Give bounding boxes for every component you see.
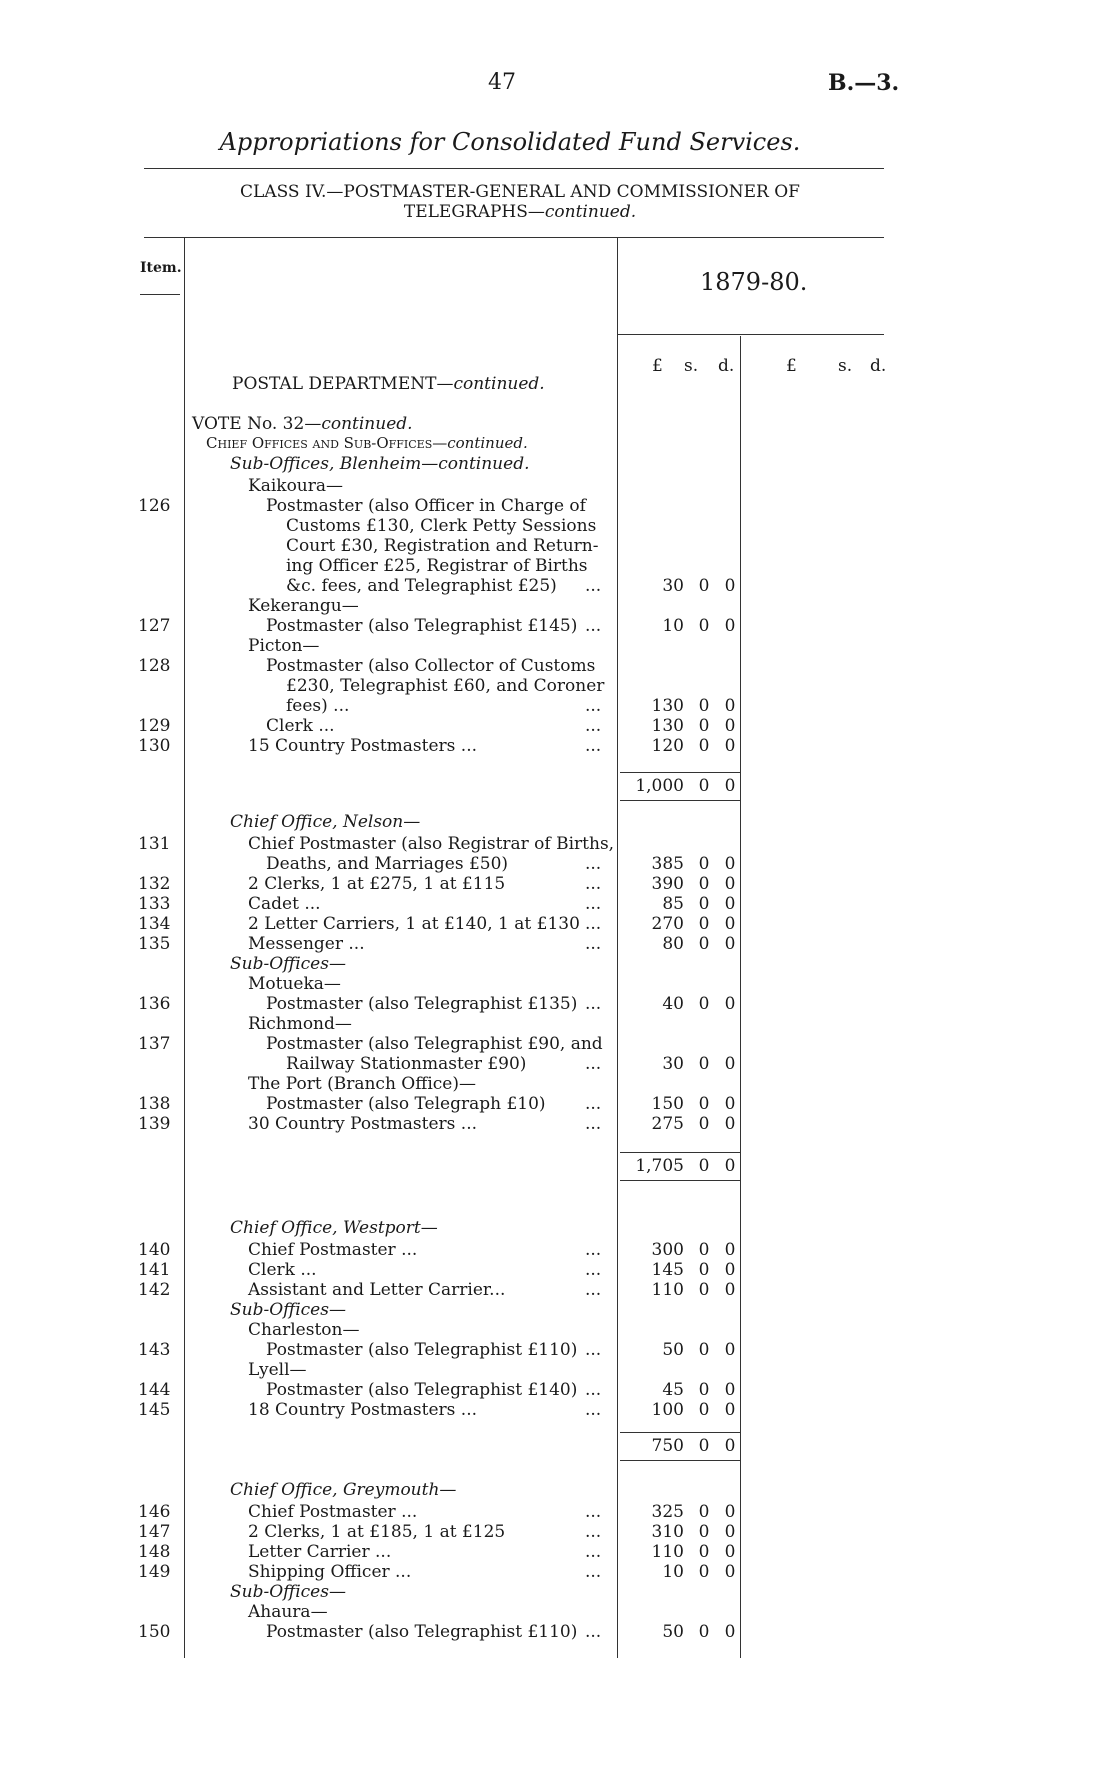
class-heading-cont: continued. xyxy=(544,202,637,222)
leader-dots: ... xyxy=(585,914,602,934)
item-number: 150 xyxy=(138,1622,171,1642)
item-number: 134 xyxy=(138,914,171,934)
amount-shillings: 0 xyxy=(698,1502,710,1522)
vote-main: VOTE No. 32— xyxy=(192,414,322,434)
leader-dots: ... xyxy=(585,1542,602,1562)
amount-pounds: 80 xyxy=(662,934,684,954)
table-row xyxy=(0,1340,1114,1360)
item-number: 143 xyxy=(138,1340,171,1360)
table-row xyxy=(0,1602,1114,1622)
item-description: Railway Stationmaster £90) xyxy=(286,1054,527,1074)
item-description: Ahaura— xyxy=(248,1602,328,1622)
item-description: fees) ... xyxy=(286,696,350,716)
table-row xyxy=(0,1300,1114,1320)
amount-shillings: 0 xyxy=(698,576,710,596)
amount-shillings: 0 xyxy=(698,1240,710,1260)
amount-pence: 0 xyxy=(724,1502,736,1522)
table-row xyxy=(0,1114,1114,1134)
amount-shillings: 0 xyxy=(698,854,710,874)
subtotal-shillings: 0 xyxy=(698,1156,710,1176)
item-number: 133 xyxy=(138,894,171,914)
amount-pounds: 150 xyxy=(651,1094,684,1114)
table-row xyxy=(0,874,1114,894)
amount-pence: 0 xyxy=(724,1240,736,1260)
amount-pence: 0 xyxy=(724,1562,736,1582)
item-description: Richmond— xyxy=(248,1014,352,1034)
section-cont: continued. xyxy=(453,374,545,394)
table-row xyxy=(0,516,1114,536)
table-row xyxy=(0,596,1114,616)
amount-shillings: 0 xyxy=(698,1260,710,1280)
class-heading-line1: CLASS IV.—POSTMASTER-GENERAL AND COMMISSIONER OF xyxy=(240,182,800,202)
leader-dots: ... xyxy=(585,1094,602,1114)
table-row xyxy=(0,1360,1114,1380)
item-description: Chief Postmaster (also Registrar of Births, xyxy=(248,834,615,854)
amount-shillings: 0 xyxy=(698,894,710,914)
amount-pounds: 385 xyxy=(651,854,684,874)
table-top-rule xyxy=(144,237,884,238)
leader-dots: ... xyxy=(585,696,602,716)
chief-offices-main: Chief Offices and Sub-Offices— xyxy=(206,434,448,452)
class-heading-line2 xyxy=(120,202,920,222)
amount-pounds: 110 xyxy=(651,1542,684,1562)
table-row xyxy=(0,1380,1114,1400)
subtotal-row xyxy=(0,1156,1114,1176)
item-description: Sub-Offices— xyxy=(230,1582,346,1602)
item-description: ing Officer £25, Registrar of Births xyxy=(286,556,588,576)
amount-pounds: 50 xyxy=(662,1622,684,1642)
table-row xyxy=(0,1582,1114,1602)
item-number: 145 xyxy=(138,1400,171,1420)
amount-pence: 0 xyxy=(724,1622,736,1642)
table-row xyxy=(0,834,1114,854)
item-number: 141 xyxy=(138,1260,171,1280)
chief-offices-heading xyxy=(206,434,528,452)
vote-cont: continued. xyxy=(321,414,413,434)
table-row xyxy=(0,1502,1114,1522)
item-description: 18 Country Postmasters ... xyxy=(248,1400,478,1420)
item-description: Letter Carrier ... xyxy=(248,1542,392,1562)
table-row xyxy=(0,854,1114,874)
amount-pounds: 145 xyxy=(651,1260,684,1280)
amount-pounds: 270 xyxy=(651,914,684,934)
subtotal-row xyxy=(0,1436,1114,1456)
table-row xyxy=(0,994,1114,1014)
table-row xyxy=(0,616,1114,636)
leader-dots: ... xyxy=(585,1280,602,1300)
table-row xyxy=(0,1562,1114,1582)
amount-pence: 0 xyxy=(724,696,736,716)
table-row xyxy=(0,636,1114,656)
table-row xyxy=(0,656,1114,676)
item-description: Kekerangu— xyxy=(248,596,359,616)
leader-dots: ... xyxy=(585,576,602,596)
amount-pence: 0 xyxy=(724,1380,736,1400)
year-header-rule xyxy=(617,334,884,335)
item-description: 2 Clerks, 1 at £275, 1 at £115 xyxy=(248,874,506,894)
amount-pounds: 50 xyxy=(662,1340,684,1360)
shilling-header: s. xyxy=(684,356,699,376)
leader-dots: ... xyxy=(585,854,602,874)
item-description: &c. fees, and Telegraphist £25) xyxy=(286,576,557,596)
table-row xyxy=(0,496,1114,516)
class-heading xyxy=(120,182,920,222)
table-row xyxy=(0,1094,1114,1114)
pound2-header: £ xyxy=(786,356,797,376)
item-description: Chief Postmaster ... xyxy=(248,1502,418,1522)
amount-pence: 0 xyxy=(724,994,736,1014)
table-row xyxy=(0,1260,1114,1280)
leader-dots: ... xyxy=(585,1054,602,1074)
amount-pence: 0 xyxy=(724,576,736,596)
item-description: £230, Telegraphist £60, and Coroner xyxy=(286,676,605,696)
amount-shillings: 0 xyxy=(698,1522,710,1542)
pence2-header: d. xyxy=(870,356,887,376)
item-description: Postmaster (also Officer in Charge of xyxy=(266,496,586,516)
item-description: Postmaster (also Telegraphist £145) xyxy=(266,616,578,636)
table-row xyxy=(0,954,1114,974)
page-number: 47 xyxy=(488,70,516,95)
item-number: 144 xyxy=(138,1380,171,1400)
item-description: Postmaster (also Telegraphist £140) xyxy=(266,1380,578,1400)
amount-pounds: 130 xyxy=(651,716,684,736)
item-description: 15 Country Postmasters ... xyxy=(248,736,478,756)
item-description: Lyell— xyxy=(248,1360,307,1380)
subtotal-rule-bottom xyxy=(620,1460,740,1461)
subtotal-rule xyxy=(620,1432,740,1433)
table-row xyxy=(0,934,1114,954)
item-description: Sub-Offices— xyxy=(230,954,346,974)
leader-dots: ... xyxy=(585,1114,602,1134)
leader-dots: ... xyxy=(585,1622,602,1642)
item-number: 127 xyxy=(138,616,171,636)
leader-dots: ... xyxy=(585,1400,602,1420)
amount-shillings: 0 xyxy=(698,1094,710,1114)
item-description: 2 Letter Carriers, 1 at £140, 1 at £130 xyxy=(248,914,580,934)
amount-pence: 0 xyxy=(724,1094,736,1114)
amount-pence: 0 xyxy=(724,1260,736,1280)
amount-pounds: 30 xyxy=(662,576,684,596)
amount-shillings: 0 xyxy=(698,1380,710,1400)
amount-shillings: 0 xyxy=(698,616,710,636)
vote-heading xyxy=(192,414,413,434)
amount-pounds: 325 xyxy=(651,1502,684,1522)
amount-pence: 0 xyxy=(724,1280,736,1300)
item-description: Chief Postmaster ... xyxy=(248,1240,418,1260)
amount-pounds: 275 xyxy=(651,1114,684,1134)
year-header: 1879-80. xyxy=(700,268,808,296)
table-row xyxy=(0,1240,1114,1260)
chief-offices-cont: continued. xyxy=(447,434,528,452)
item-number: 142 xyxy=(138,1280,171,1300)
item-description: Postmaster (also Telegraphist £110) xyxy=(266,1622,578,1642)
table-row xyxy=(0,676,1114,696)
table-row xyxy=(0,1054,1114,1074)
item-number: 138 xyxy=(138,1094,171,1114)
leader-dots: ... xyxy=(585,616,602,636)
subtotal-rule xyxy=(620,1152,740,1153)
leader-dots: ... xyxy=(585,736,602,756)
leader-dots: ... xyxy=(585,874,602,894)
item-description: 30 Country Postmasters ... xyxy=(248,1114,478,1134)
document-reference: B.—3. xyxy=(828,70,900,96)
westport-heading: Chief Office, Westport— xyxy=(230,1218,438,1238)
amount-pence: 0 xyxy=(724,1114,736,1134)
leader-dots: ... xyxy=(585,1260,602,1280)
amount-pounds: 40 xyxy=(662,994,684,1014)
amount-pounds: 100 xyxy=(651,1400,684,1420)
item-number: 140 xyxy=(138,1240,171,1260)
item-description: Sub-Offices— xyxy=(230,1300,346,1320)
subtotal-rule-bottom xyxy=(620,800,740,801)
amount-pounds: 45 xyxy=(662,1380,684,1400)
subtotal-pounds: 1,000 xyxy=(635,776,684,796)
amount-pounds: 310 xyxy=(651,1522,684,1542)
item-number: 135 xyxy=(138,934,171,954)
table-row xyxy=(0,476,1114,496)
item-description: Clerk ... xyxy=(266,716,335,736)
table-row xyxy=(0,536,1114,556)
amount-shillings: 0 xyxy=(698,1114,710,1134)
subtotal-rule xyxy=(620,772,740,773)
pound-header: £ xyxy=(652,356,663,376)
leader-dots: ... xyxy=(585,716,602,736)
amount-shillings: 0 xyxy=(698,716,710,736)
amount-pence: 0 xyxy=(724,1522,736,1542)
subtotal-pence: 0 xyxy=(724,1156,736,1176)
item-number: 131 xyxy=(138,834,171,854)
item-number: 147 xyxy=(138,1522,171,1542)
leader-dots: ... xyxy=(585,1340,602,1360)
amount-shillings: 0 xyxy=(698,1622,710,1642)
subtotal-rule-bottom xyxy=(620,1180,740,1181)
subtotal-pounds: 1,705 xyxy=(635,1156,684,1176)
table-row xyxy=(0,914,1114,934)
table-row xyxy=(0,1280,1114,1300)
amount-pounds: 390 xyxy=(651,874,684,894)
item-description: Kaikoura— xyxy=(248,476,344,496)
subtotal-pounds: 750 xyxy=(651,1436,684,1456)
item-description: Messenger ... xyxy=(248,934,365,954)
amount-shillings: 0 xyxy=(698,736,710,756)
item-number: 132 xyxy=(138,874,171,894)
item-description: Postmaster (also Collector of Customs xyxy=(266,656,596,676)
item-number: 146 xyxy=(138,1502,171,1522)
amount-shillings: 0 xyxy=(698,1542,710,1562)
amount-pence: 0 xyxy=(724,736,736,756)
subtotal-shillings: 0 xyxy=(698,776,710,796)
item-description: Shipping Officer ... xyxy=(248,1562,412,1582)
table-row xyxy=(0,736,1114,756)
amount-pence: 0 xyxy=(724,1054,736,1074)
amount-pence: 0 xyxy=(724,616,736,636)
amount-shillings: 0 xyxy=(698,874,710,894)
amount-pounds: 10 xyxy=(662,616,684,636)
amount-pounds: 300 xyxy=(651,1240,684,1260)
item-description: Cadet ... xyxy=(248,894,321,914)
item-description: Customs £130, Clerk Petty Sessions xyxy=(286,516,597,536)
item-description: 2 Clerks, 1 at £185, 1 at £125 xyxy=(248,1522,506,1542)
amount-pounds: 85 xyxy=(662,894,684,914)
item-description: Charleston— xyxy=(248,1320,360,1340)
table-row xyxy=(0,894,1114,914)
table-row xyxy=(0,1014,1114,1034)
item-header-underline xyxy=(140,294,180,295)
item-number: 148 xyxy=(138,1542,171,1562)
table-row xyxy=(0,696,1114,716)
amount-pence: 0 xyxy=(724,1542,736,1562)
table-row xyxy=(0,1622,1114,1642)
table-row xyxy=(0,1034,1114,1054)
item-number: 128 xyxy=(138,656,171,676)
amount-shillings: 0 xyxy=(698,1280,710,1300)
shilling2-header: s. xyxy=(838,356,853,376)
item-number: 126 xyxy=(138,496,171,516)
subtotal-pence: 0 xyxy=(724,1436,736,1456)
item-number: 129 xyxy=(138,716,171,736)
table-row xyxy=(0,556,1114,576)
item-number: 139 xyxy=(138,1114,171,1134)
amount-pence: 0 xyxy=(724,914,736,934)
item-description: Postmaster (also Telegraphist £110) xyxy=(266,1340,578,1360)
blenheim-heading: Sub-Offices, Blenheim—continued. xyxy=(230,454,530,474)
item-column-header: Item. xyxy=(140,260,182,276)
leader-dots: ... xyxy=(585,894,602,914)
leader-dots: ... xyxy=(585,1240,602,1260)
amount-pence: 0 xyxy=(724,1400,736,1420)
amount-shillings: 0 xyxy=(698,1400,710,1420)
table-row xyxy=(0,1522,1114,1542)
class-heading-main: TELEGRAPHS— xyxy=(403,202,545,222)
item-description: The Port (Branch Office)— xyxy=(248,1074,476,1094)
amount-shillings: 0 xyxy=(698,1054,710,1074)
leader-dots: ... xyxy=(585,1380,602,1400)
table-row xyxy=(0,974,1114,994)
item-description: Postmaster (also Telegraphist £90, and xyxy=(266,1034,603,1054)
item-description: Postmaster (also Telegraph £10) xyxy=(266,1094,546,1114)
amount-shillings: 0 xyxy=(698,1340,710,1360)
amount-pence: 0 xyxy=(724,854,736,874)
page-title: Appropriations for Consolidated Fund Services. xyxy=(219,128,801,156)
amount-shillings: 0 xyxy=(698,696,710,716)
item-description: Postmaster (also Telegraphist £135) xyxy=(266,994,578,1014)
leader-dots: ... xyxy=(585,1502,602,1522)
item-number: 137 xyxy=(138,1034,171,1054)
subtotal-row xyxy=(0,776,1114,796)
amount-pence: 0 xyxy=(724,874,736,894)
amount-pounds: 120 xyxy=(651,736,684,756)
leader-dots: ... xyxy=(585,1562,602,1582)
amount-pence: 0 xyxy=(724,894,736,914)
leader-dots: ... xyxy=(585,994,602,1014)
amount-pence: 0 xyxy=(724,934,736,954)
item-number: 149 xyxy=(138,1562,171,1582)
item-description: Court £30, Registration and Return- xyxy=(286,536,599,556)
amount-shillings: 0 xyxy=(698,994,710,1014)
subtotal-shillings: 0 xyxy=(698,1436,710,1456)
amount-shillings: 0 xyxy=(698,914,710,934)
item-description: Clerk ... xyxy=(248,1260,317,1280)
nelson-heading: Chief Office, Nelson— xyxy=(230,812,421,832)
pence-header: d. xyxy=(718,356,735,376)
amount-pounds: 130 xyxy=(651,696,684,716)
table-row xyxy=(0,716,1114,736)
subtotal-pence: 0 xyxy=(724,776,736,796)
leader-dots: ... xyxy=(585,1522,602,1542)
item-description: Picton— xyxy=(248,636,320,656)
table-row xyxy=(0,1074,1114,1094)
item-description: Deaths, and Marriages £50) xyxy=(266,854,509,874)
section-main: POSTAL DEPARTMENT— xyxy=(232,374,454,394)
item-description: Motueka— xyxy=(248,974,341,994)
amount-pounds: 110 xyxy=(651,1280,684,1300)
amount-pence: 0 xyxy=(724,716,736,736)
amount-pounds: 30 xyxy=(662,1054,684,1074)
section-heading xyxy=(232,374,545,394)
amount-pounds: 10 xyxy=(662,1562,684,1582)
title-rule xyxy=(144,168,884,169)
amount-pence: 0 xyxy=(724,1340,736,1360)
table-row xyxy=(0,1542,1114,1562)
greymouth-heading: Chief Office, Greymouth— xyxy=(230,1480,457,1500)
table-row xyxy=(0,1320,1114,1340)
leader-dots: ... xyxy=(585,934,602,954)
item-number: 130 xyxy=(138,736,171,756)
item-description: Assistant and Letter Carrier... xyxy=(248,1280,506,1300)
table-row xyxy=(0,576,1114,596)
amount-shillings: 0 xyxy=(698,934,710,954)
item-number: 136 xyxy=(138,994,171,1014)
amount-shillings: 0 xyxy=(698,1562,710,1582)
table-row xyxy=(0,1400,1114,1420)
